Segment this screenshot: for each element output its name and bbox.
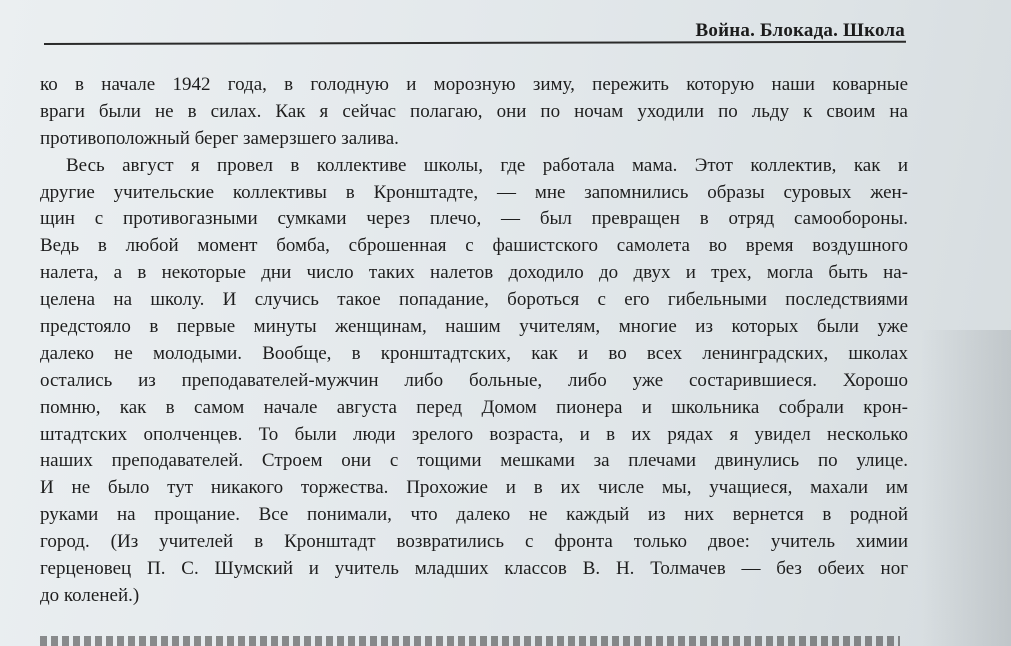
running-head: Война. Блокада. Школа <box>695 20 905 41</box>
text-line: враги были не в силах. Как я сейчас полагаю, они по ночам уходили по льду к своим на <box>40 100 908 122</box>
text-line: ко в начале 1942 года, в голодную и морозную зиму, пережить которую наши коварные <box>40 74 908 95</box>
text-line: штадтских ополченцев. То были люди зрелого возраста, и в их рядах я увидел несколько <box>40 423 908 445</box>
text-line: остались из преподавателей-мужчин либо больные, либо уже состарившиеся. Хорошо <box>40 369 908 391</box>
text-line: другие учительские коллективы в Кронштадте, — мне запомнились образы суровых жен- <box>40 181 908 203</box>
text-line: щин с противогазными сумками через плечо, — был превращен в отряд самообороны. <box>40 208 908 230</box>
text-line: далеко не молодыми. Вообще, в кронштадтских, как и во всех ленинградских, школах <box>40 342 908 364</box>
header-rule <box>44 41 906 45</box>
text-line: город. (Из учителей в Кронштадт возвратились с фронта только двое: учитель химии <box>40 531 908 553</box>
body-text <box>40 72 908 610</box>
text-line: противоположный берег замерзшего залива. <box>40 127 399 149</box>
text-line: наших преподавателей. Строем они с тощими мешками за плечами двинулись по улице. <box>40 450 908 472</box>
text-line: помню, как в самом начале августа перед Домом пионера и школьника собрали крон- <box>40 396 908 418</box>
text-line: руками на прощание. Все понимали, что далеко не каждый из них вернется в родной <box>40 504 908 526</box>
text-line: И не было тут никакого торжества. Прохожие и в их числе мы, учащиеся, махали им <box>40 477 908 499</box>
cropped-next-line <box>40 636 900 646</box>
text-line: целена на школу. И случись такое попадание, бороться с его гибельными последствиями <box>40 289 908 311</box>
text-line: Ведь в любой момент бомба, сброшенная с фашистского самолета во время воздушного <box>40 235 908 257</box>
page-shadow <box>921 330 1011 646</box>
text-line: до коленей.) <box>40 584 140 606</box>
text-line: налета, а в некоторые дни число таких налетов доходило до двух и трех, могла быть на- <box>40 262 908 284</box>
paragraph-first-line: Весь август я провел в коллективе школы, где работала мама. Этот коллектив, как и <box>66 154 908 176</box>
text-line: герценовец П. С. Шумский и учитель младших классов В. Н. Толмачев — без обеих ног <box>40 558 908 580</box>
text-line: предстояло в первые минуты женщинам, нашим учителям, многие из которых были уже <box>40 316 908 338</box>
